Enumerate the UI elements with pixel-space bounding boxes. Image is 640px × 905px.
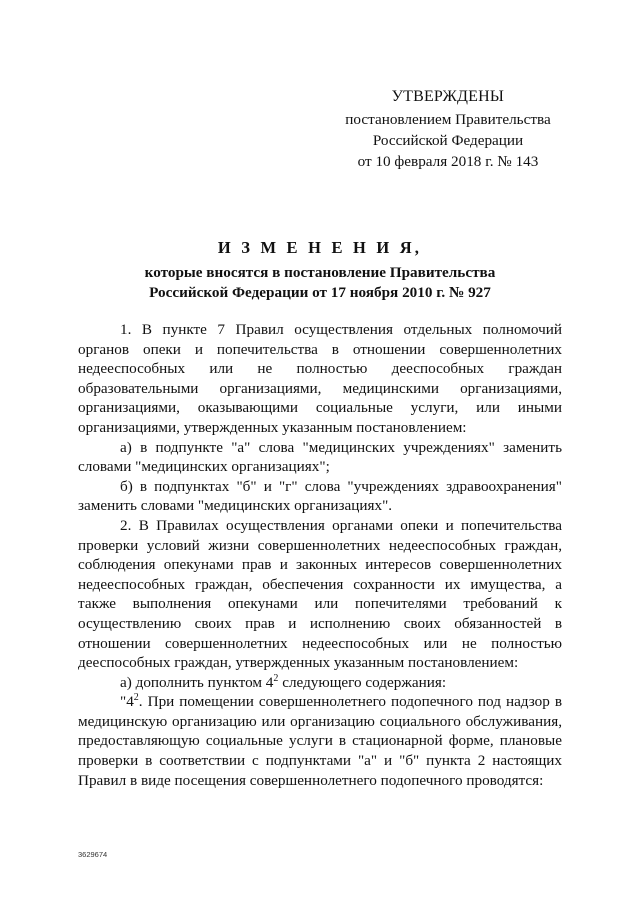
subtitle-line-1: которые вносятся в постановление Правительства	[144, 264, 496, 281]
document-title: И З М Е Н Е Н И Я,	[217, 238, 423, 257]
approval-heading: УТВЕРЖДЕНЫ	[391, 88, 504, 105]
approval-line-1: постановлением Правительства	[345, 111, 551, 128]
paragraph-4-2	[78, 692, 562, 790]
paragraph-2: 2. В Правилах осуществления органами опеки и попечительства проверки условий жизни совершеннолетних недееспособных граждан, соблюдения опекунами прав и законных интересов совершеннолетних недееспособных граждан, обеспечения сохранности их имущества, а также выполнения опекунами или попечителями требований к осуществлению своих прав и исполнению своих обязанностей в отношении совершеннолетних недееспособных или не полностью дееспособных граждан, утвержденных указанным постановлением:	[78, 516, 562, 672]
paragraph-2a-tail: следующего содержания:	[278, 673, 447, 691]
paragraph-1: 1. В пункте 7 Правил осуществления отдельных полномочий органов опеки и попечительства в отношении совершеннолетних недееспособных или не полностью дееспособных граждан образовательными организациями, медицинскими организациями, организациями, оказывающими социальные услуги, или иными организациями, утвержденных указанным постановлением:	[78, 321, 562, 436]
approval-line-3: от 10 февраля 2018 г. № 143	[357, 153, 539, 170]
approval-line-2: Российской Федерации	[372, 132, 524, 149]
paragraph-4-2-start: "4	[120, 693, 134, 711]
document-body	[78, 320, 562, 790]
paragraph-4-2-text: . При помещении совершеннолетнего подопечного под надзор в медицинскую организацию или организацию социального обслуживания, предоставляющую социальные услуги в стационарной форме, плановые проверки в соответствии с подпунктами "а" и "б" пункта 2 настоящих Правил в виде посещения совершеннолетнего подопечного проводятся:	[78, 693, 562, 789]
paragraph-1a: а) в подпункте "а" слова "медицинских учреждениях" заменить словами "медицинских организациях";	[78, 438, 562, 476]
subtitle-line-2: Российской Федерации от 17 ноября 2010 г. № 927	[149, 284, 491, 301]
paragraph-2a-sup: 2	[273, 672, 279, 684]
paragraph-1b: б) в подпунктах "б" и "г" слова "учреждениях здравоохранения" заменить словами "медицинских организациях".	[78, 477, 562, 515]
footer-code: 3629674	[78, 850, 108, 859]
approval-block	[330, 86, 566, 172]
document-subtitle	[0, 263, 640, 303]
paragraph-2a-text: а) дополнить пунктом 4	[120, 673, 274, 691]
paragraph-4-2-sup: 2	[133, 692, 139, 704]
paragraph-2a	[78, 673, 562, 693]
